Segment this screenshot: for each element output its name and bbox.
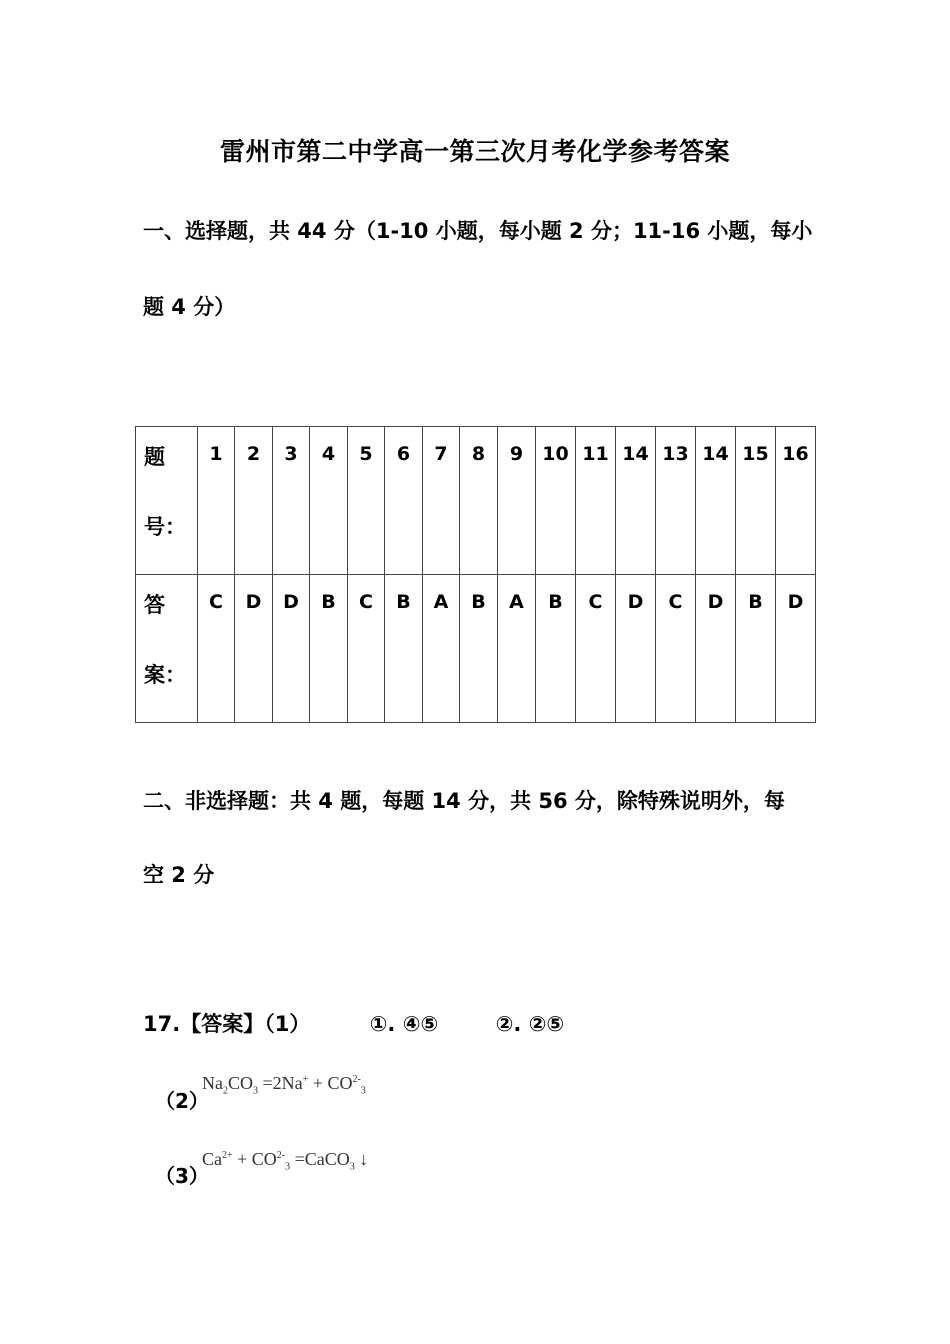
q17-prefix: 17.【答案】（1） — [143, 1012, 311, 1036]
table-cell: D — [616, 575, 656, 723]
table-cell: 5 — [348, 427, 385, 575]
table-cell: 1 — [198, 427, 235, 575]
table-cell: D — [273, 575, 310, 723]
row-header-answer: 答 案： — [136, 575, 198, 723]
table-cell: 9 — [498, 427, 536, 575]
table-cell: D — [776, 575, 816, 723]
table-cell: 6 — [385, 427, 423, 575]
table-cell: 10 — [536, 427, 576, 575]
q17-part3-label: （3） — [155, 1164, 209, 1188]
table-cell: 4 — [310, 427, 348, 575]
table-cell: B — [460, 575, 498, 723]
q17-answer-1: ①. ④⑤ — [369, 1012, 439, 1036]
table-cell: C — [348, 575, 385, 723]
table-cell: 8 — [460, 427, 498, 575]
table-cell: A — [423, 575, 460, 723]
table-cell: C — [656, 575, 696, 723]
section1-heading-line1: 一、选择题，共 44 分（1-10 小题，每小题 2 分；11-16 小题，每小 — [143, 219, 813, 243]
table-cell: 14 — [696, 427, 736, 575]
table-cell: 11 — [576, 427, 616, 575]
q17-part3-equation: $Ca^{2+} + CO^{2-}_3$ =CaCO$_3$ ↓ — [202, 1149, 369, 1173]
q17-answer-2: ②. ②⑤ — [495, 1012, 565, 1036]
table-cell: B — [536, 575, 576, 723]
table-cell: 16 — [776, 427, 816, 575]
table-cell: 15 — [736, 427, 776, 575]
table-cell: 3 — [273, 427, 310, 575]
section2-heading-line2: 空 2 分 — [143, 863, 215, 887]
q17-part2-label: （2） — [155, 1089, 209, 1113]
table-cell: B — [736, 575, 776, 723]
table-cell: A — [498, 575, 536, 723]
table-cell: D — [235, 575, 273, 723]
table-cell: 13 — [656, 427, 696, 575]
table-cell: 14 — [616, 427, 656, 575]
page-title: 雷州市第二中学高一第三次月考化学参考答案 — [219, 137, 730, 166]
q17-answer-line — [143, 1008, 564, 1038]
table-cell: 7 — [423, 427, 460, 575]
question-number-row — [136, 427, 816, 575]
section2-heading-line1: 二、非选择题：共 4 题，每题 14 分，共 56 分，除特殊说明外，每 — [143, 789, 785, 813]
table-cell: 2 — [235, 427, 273, 575]
table-cell: D — [696, 575, 736, 723]
table-cell: B — [385, 575, 423, 723]
answer-row — [136, 575, 816, 723]
row-header-question: 题 号： — [136, 427, 198, 575]
table-cell: C — [576, 575, 616, 723]
table-cell: B — [310, 575, 348, 723]
q17-part2-equation: $Na_2CO_3 =2Na^+ + CO^{2-}_3$ — [202, 1073, 366, 1097]
section1-heading-line2: 题 4 分） — [143, 295, 236, 319]
answer-table — [135, 426, 816, 723]
table-cell: C — [198, 575, 235, 723]
